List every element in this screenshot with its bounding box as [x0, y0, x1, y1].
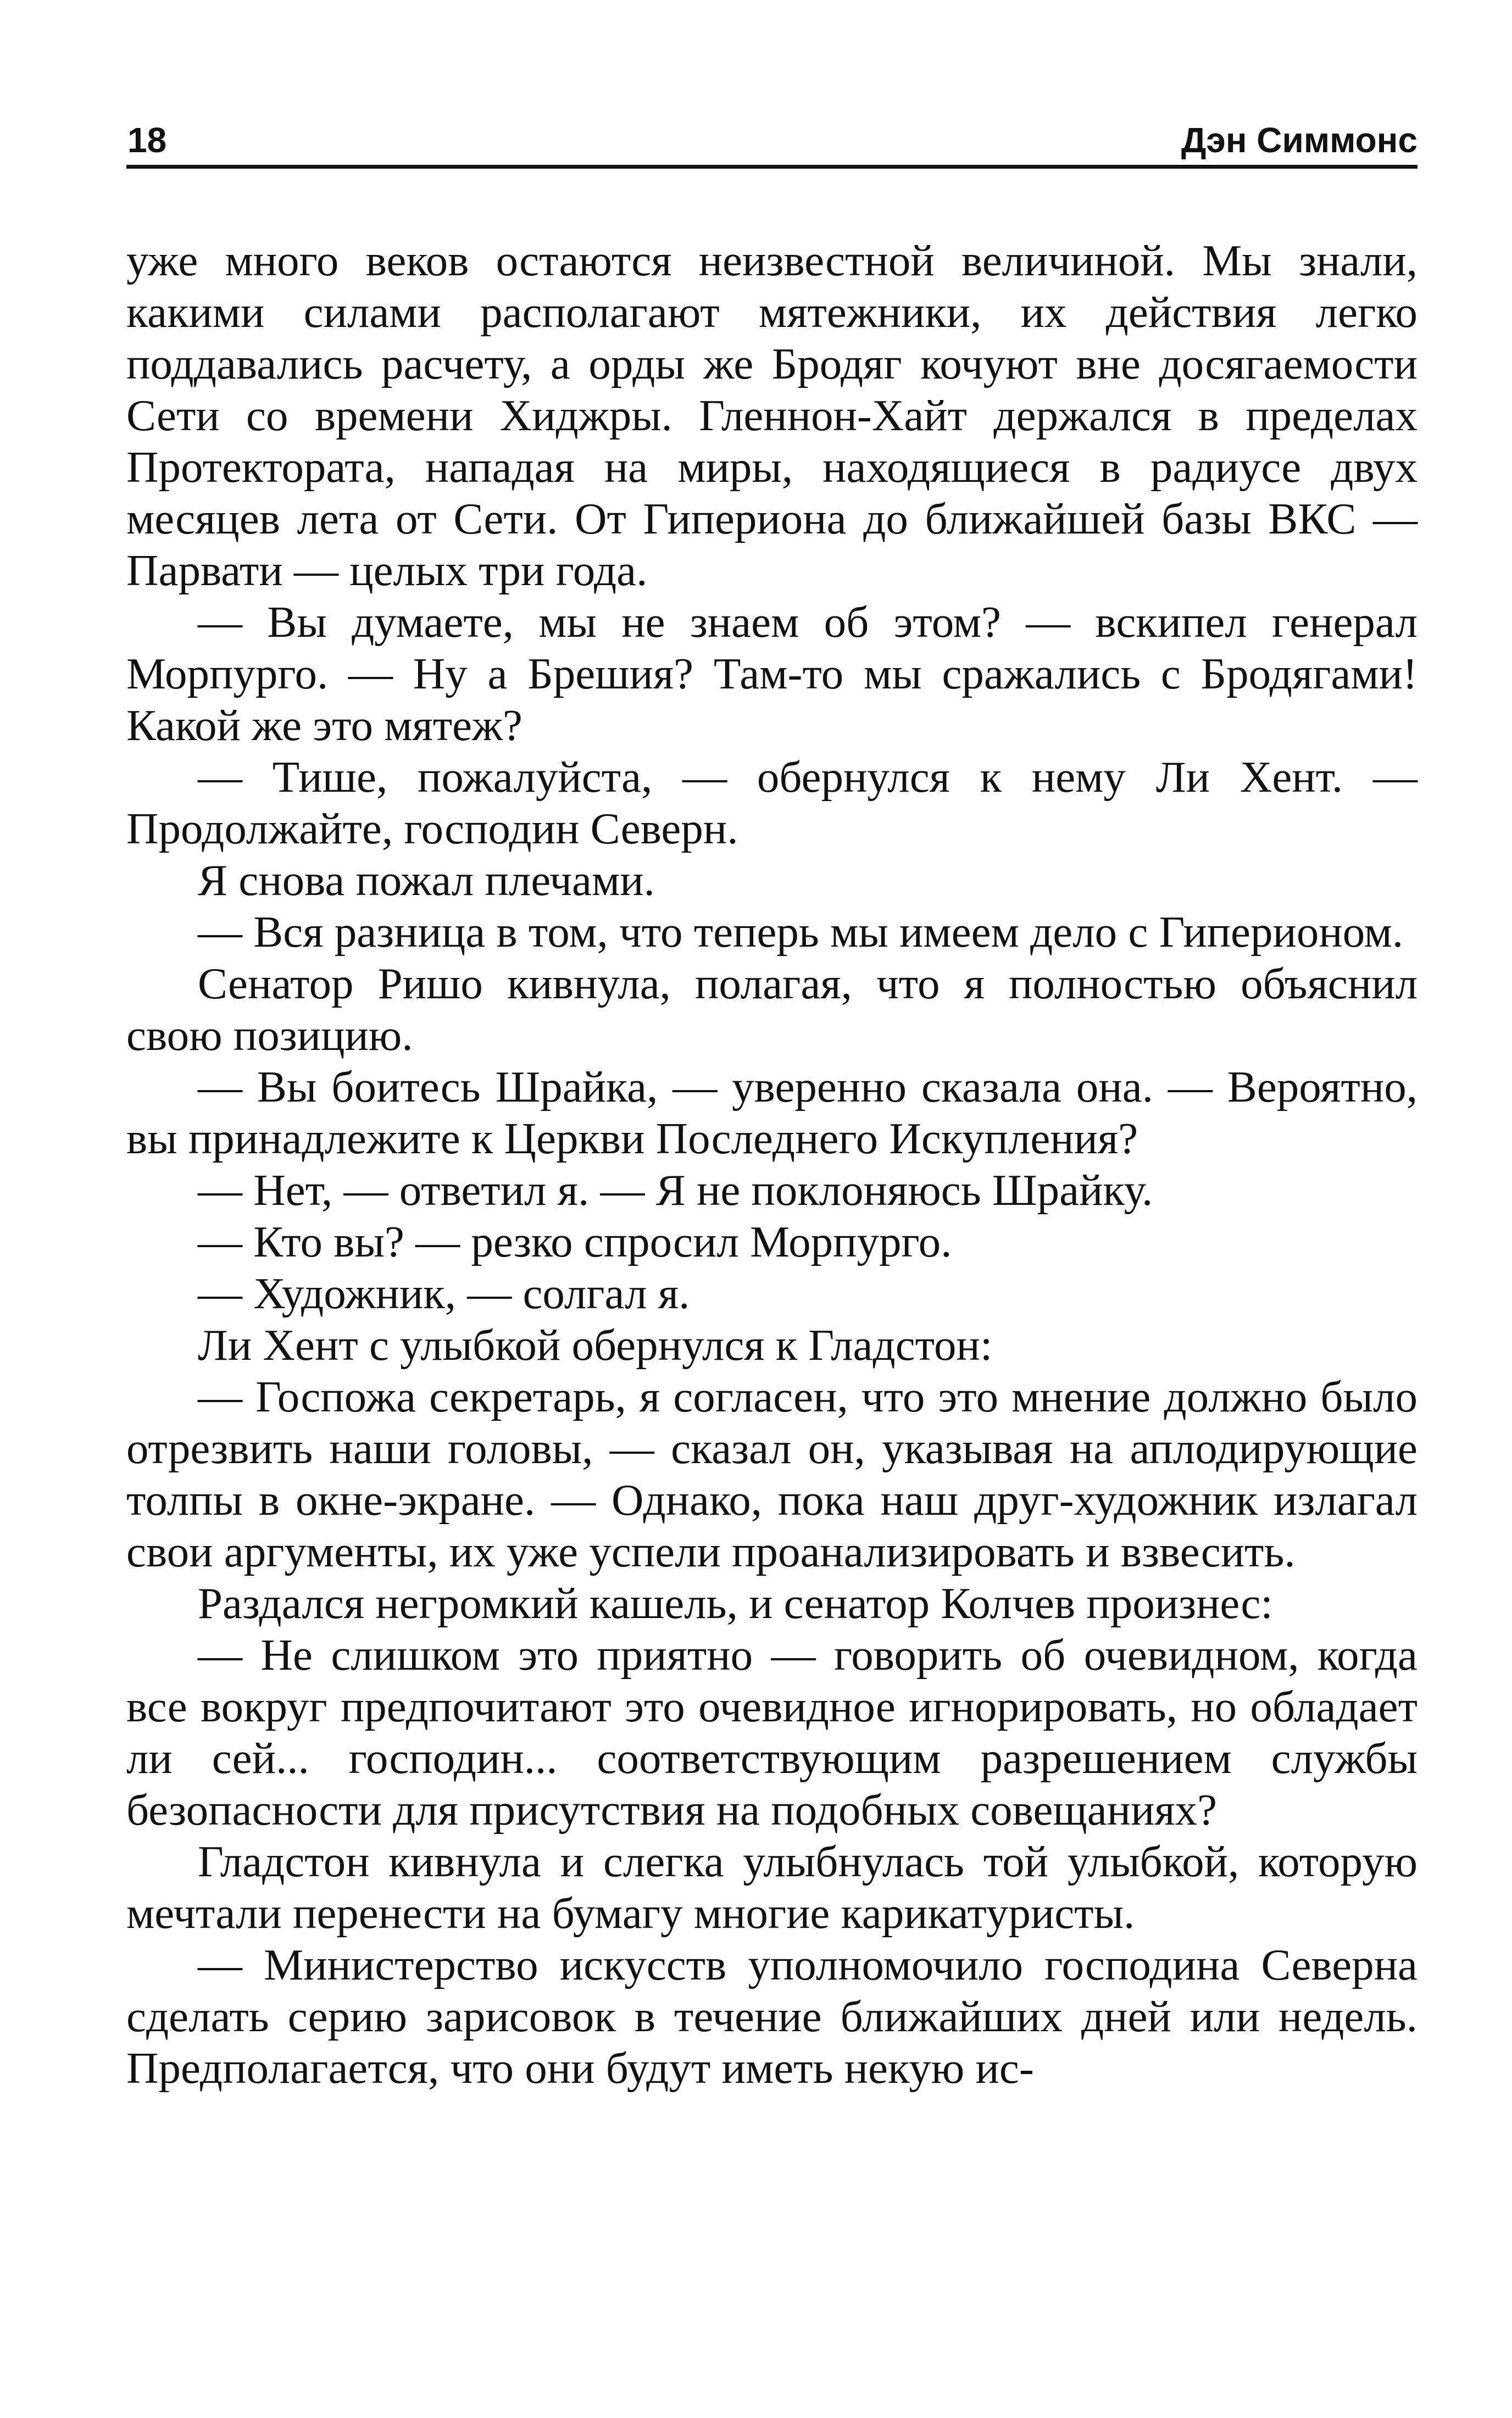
paragraph: Я снова пожал плечами.	[198, 855, 655, 905]
paragraph: — Тише, пожалуйста, — обернулся к нему Ли Хент. — Продолжайте, господин Северн.	[126, 752, 1418, 853]
body-text	[126, 235, 1418, 2094]
paragraph: — Художник, — солгал я.	[198, 1269, 690, 1318]
running-header	[126, 104, 1418, 169]
paragraph: — Нет, — ответил я. — Я не поклоняюсь Шрайку.	[198, 1165, 1153, 1215]
paragraph: — Вы думаете, мы не знаем об этом? — вскипел генерал Морпурго. — Ну а Брешия? Там-то мы сражались с Бродягами! Какой же это мятеж?	[126, 597, 1418, 750]
paragraph: уже много веков остаются неизвестной величиной. Мы знали, какими силами располагают мятежники, их действия легко поддавались расчету, а орды же Бродяг кочуют вне досягаемости Сети со времени Хиджры. Гленнон-Хайт держался в пределах Протектората, нападая на миры, находящиеся в радиусе двух месяцев лета от Сети. От Гипериона до ближайшей базы ВКС — Парвати — целых три года.	[126, 236, 1418, 595]
paragraph: — Кто вы? — резко спросил Морпурго.	[198, 1217, 952, 1266]
book-page	[126, 104, 1418, 2094]
paragraph: Раздался негромкий кашель, и сенатор Колчев произнес:	[198, 1578, 1273, 1628]
paragraph: — Вы боитесь Шрайка, — уверенно сказала она. — Вероятно, вы принадлежите к Церкви Последнего Искупления?	[126, 1062, 1418, 1163]
paragraph: — Не слишком это приятно — говорить об очевидном, когда все вокруг предпочитают это очевидное игнорировать, но обладает ли сей... господин... соответствующим разрешением службы безопасности для присутствия на подобных совещаниях?	[126, 1630, 1418, 1835]
paragraph: Сенатор Ришо кивнула, полагая, что я полностью объяснил свою позицию.	[126, 959, 1418, 1060]
paragraph: — Госпожа секретарь, я согласен, что это мнение должно было отрезвить наши головы, — сказал он, указывая на аплодирующие толпы в окне-экране. — Однако, пока наш друг-художник излагал свои аргументы, их уже успели проанализировать и взвесить.	[126, 1372, 1418, 1576]
author-name: Дэн Симмонс	[1181, 120, 1418, 160]
page-number: 18	[127, 120, 167, 160]
paragraph: Гладстон кивнула и слегка улыбнулась той улыбкой, которую мечтали перенести на бумагу многие карикатуристы.	[126, 1837, 1418, 1938]
paragraph: Ли Хент с улыбкой обернулся к Гладстон:	[198, 1320, 993, 1370]
paragraph: — Вся разница в том, что теперь мы имеем дело с Гиперионом.	[198, 907, 1404, 957]
paragraph: — Министерство искусств уполномочило господина Северна сделать серию зарисовок в течение ближайших дней или недель. Предполагается, что они будут иметь некую ис-	[126, 1940, 1418, 2093]
